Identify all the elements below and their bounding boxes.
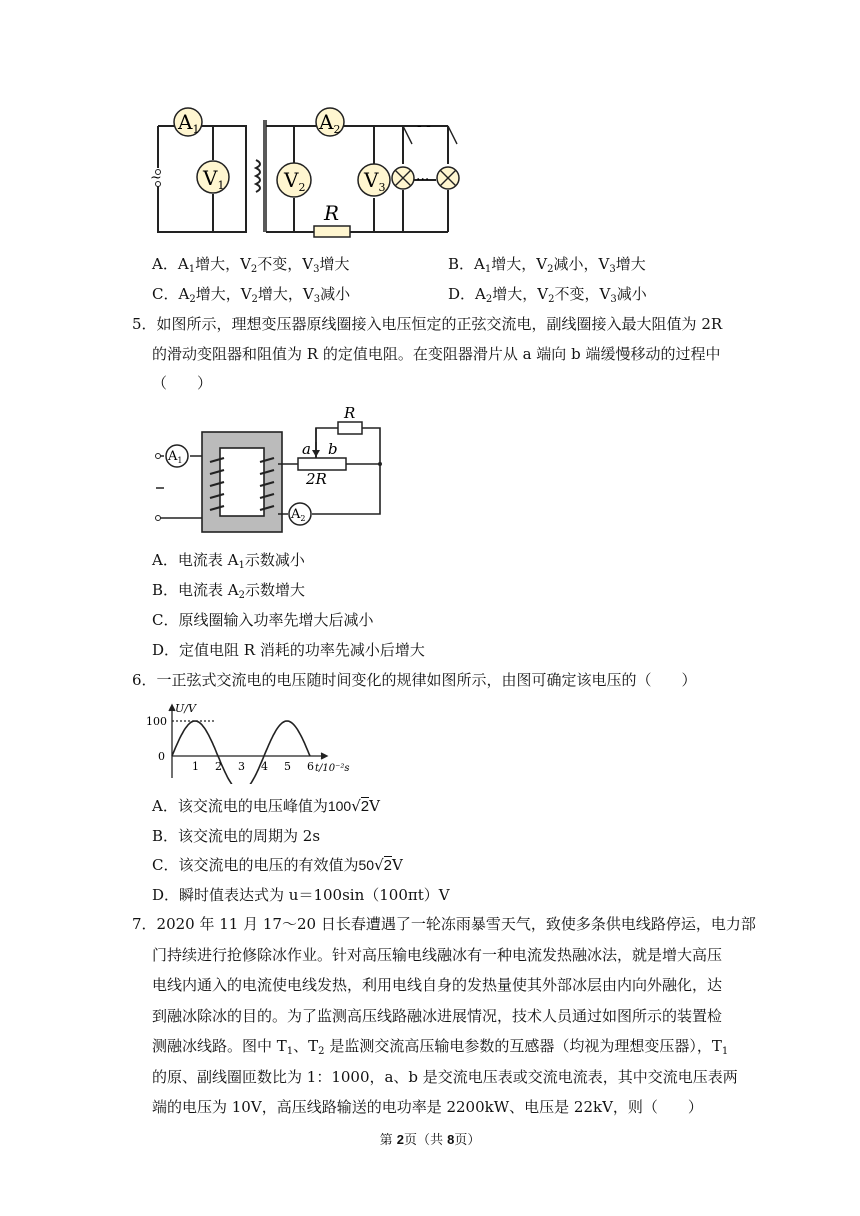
q4-option-b[interactable]: B．$A_1$增大，$V_2$减小，$V_3$增大 bbox=[448, 255, 646, 275]
q7-stem-line1: 7．2020 年 11 月 17～20 日长春遭遇了一轮冻雨暴雪天气，致使多条供电线路停运，电力部 bbox=[132, 915, 756, 933]
q5-option-b[interactable]: B．电流表 $A_2$示数增大 bbox=[152, 581, 306, 601]
dots: - - bbox=[417, 118, 431, 134]
x-tick-label: 3 bbox=[238, 760, 245, 773]
x-tick-label: 2 bbox=[215, 760, 222, 773]
q4-circuit-figure bbox=[148, 104, 478, 244]
q5-stem-line1: 5．如图所示，理想变压器原线圈接入电压恒定的正弦交流电，副线圈接入最大阻值为 2R bbox=[132, 315, 723, 333]
x-tick-label: 5 bbox=[284, 760, 291, 773]
x-tick-label: 4 bbox=[261, 760, 268, 773]
page-footer: 第 2页（共 8页） bbox=[379, 1132, 481, 1148]
x-axis-label: t/10⁻²s bbox=[315, 763, 350, 774]
q7-stem-line3: 电线内通入的电流使电线发热，利用电线自身的发热量使其外部冰层由内向外融化，达 bbox=[152, 976, 723, 994]
q4-option-a[interactable]: A．$A_1$增大，$V_2$不变，$V_3$增大 bbox=[152, 255, 350, 275]
q7-stem-line6: 的原、副线圈匝数比为 1：1000，a、b 是交流电压表或交流电流表，其中交流电压表两 bbox=[152, 1068, 738, 1086]
q5-transformer-figure bbox=[148, 402, 388, 534]
q5-option-a[interactable]: A．电流表 $A_1$示数减小 bbox=[152, 551, 305, 571]
y-axis-label: U/V bbox=[175, 702, 196, 715]
ac-source-symbol: ~ bbox=[150, 170, 162, 186]
x-tick-label: 1 bbox=[192, 760, 199, 773]
q7-stem-line4: 到融冰除冰的目的。为了监测高压线路融冰进展情况，技术人员通过如图所示的装置检 bbox=[152, 1007, 723, 1025]
voltage-curve bbox=[172, 721, 310, 784]
meter-a1: $A_1$ bbox=[178, 110, 200, 136]
x-tick-label: 6 bbox=[307, 760, 314, 773]
q4-option-d[interactable]: D．$A_2$增大，$V_2$不变，$V_3$减小 bbox=[448, 285, 647, 305]
q5-option-c[interactable]: C．原线圈输入功率先增大后减小 bbox=[152, 611, 374, 629]
meter-a2: $A_2$ bbox=[319, 110, 341, 136]
q5-meter-a2: $A_2$ bbox=[291, 507, 306, 523]
q5-stem-line2: 的滑动变阻器和阻值为 R 的定值电阻。在变阻器滑片从 a 端向 b 端缓慢移动的过程中 bbox=[152, 345, 721, 363]
meter-v3: $V_3$ bbox=[364, 168, 386, 194]
q5-resistor-label: R bbox=[344, 404, 356, 422]
q6-voltage-chart bbox=[144, 700, 364, 784]
meter-v2: $V_2$ bbox=[284, 168, 306, 194]
q7-stem-line2: 门持续进行抢修除冰作业。针对高压输电线融冰有一种电流发热融冰法，就是增大高压 bbox=[152, 946, 723, 964]
q6-option-b[interactable]: B．该交流电的周期为 2s bbox=[152, 827, 321, 845]
y-tick-100: 100 bbox=[146, 715, 167, 728]
q7-stem-line7: 端的电压为 10V，高压线路输送的电功率是 2200kW、电压是 22kV，则（ ） bbox=[152, 1098, 703, 1116]
resistor-label: R bbox=[324, 201, 340, 225]
q5-stem-line3: （ ） bbox=[152, 374, 213, 392]
q5-option-d[interactable]: D．定值电阻 R 消耗的功率先减小后增大 bbox=[152, 641, 425, 659]
q6-option-d[interactable]: D．瞬时值表达式为 u＝100sin（100πt）V bbox=[152, 886, 450, 904]
q6-option-c[interactable]: C．该交流电的电压的有效值为50√2V bbox=[152, 856, 403, 874]
y-tick-0: 0 bbox=[158, 750, 165, 763]
q6-option-a[interactable]: A．该交流电的电压峰值为100√2V bbox=[152, 797, 380, 815]
q6-stem: 6．一正弦式交流电的电压随时间变化的规律如图所示，由图可确定该电压的（ ） bbox=[132, 671, 697, 689]
q4-option-c[interactable]: C．$A_2$增大，$V_2$增大，$V_3$减小 bbox=[152, 285, 351, 305]
q5-end-a: a bbox=[302, 440, 311, 458]
q5-rheostat-label: 2R bbox=[306, 470, 327, 488]
q5-meter-a1: $A_1$ bbox=[168, 449, 183, 465]
q5-end-b: b bbox=[328, 440, 338, 458]
meter-v1: $V_1$ bbox=[203, 166, 225, 192]
q7-stem-line5: 测融冰线路。图中 $T_1$、$T_2$ 是监测交流高压输电参数的互感器（均视为理想变压器），$T_1$ bbox=[152, 1037, 729, 1057]
svg-text:···: ··· bbox=[416, 172, 430, 188]
